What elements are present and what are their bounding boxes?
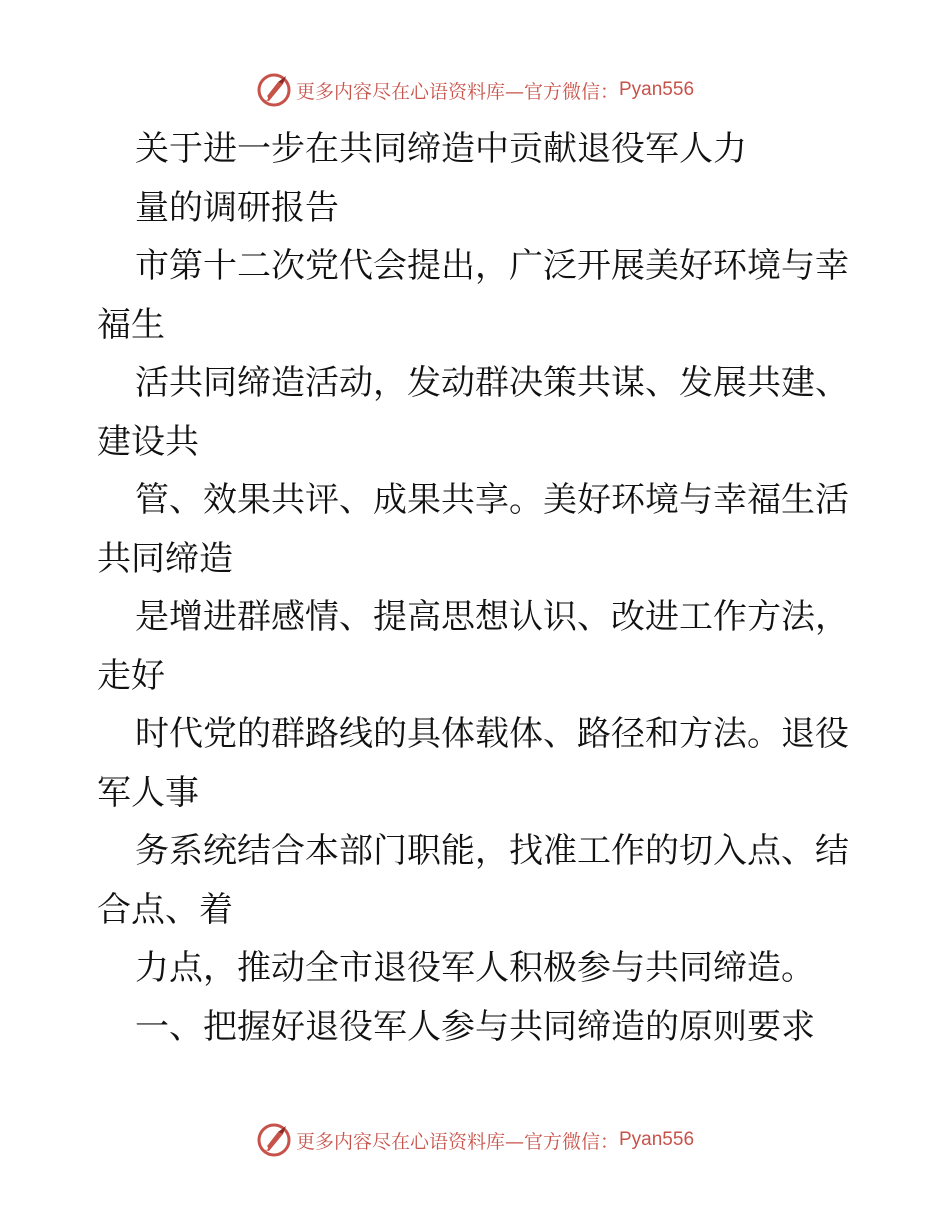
paragraph-line: 市第十二次党代会提出，广泛开展美好环境与幸 [135,246,849,286]
paragraph-line: 福生 [97,304,165,345]
paragraph-line: 建设共 [97,421,199,462]
banner-text: 更多内容尽在心语资料库—官方微信： [295,1130,619,1153]
paragraph-line: 活共同缔造活动，发动群决策共谋、发展共建、 [135,363,849,403]
quill-pen-logo-icon [256,72,292,108]
paragraph-line: 管、效果共评、成果共享。美好环境与幸福生活 [135,480,849,520]
quill-pen-logo-icon [256,1122,292,1158]
paragraph-line: 合点、着 [97,889,233,930]
paragraph-line: 军人事 [97,772,199,813]
footer-banner [0,1120,950,1160]
paragraph-line: 量的调研报告 [135,187,339,228]
paragraph-line: 走好 [97,655,165,696]
paragraph-line: 共同缔造 [97,538,233,579]
wechat-id: Pyan556 [619,1129,695,1150]
document-body [97,120,857,1056]
wechat-id: Pyan556 [619,79,695,100]
header-banner [0,70,950,110]
paragraph-line: 关于进一步在共同缔造中贡献退役军人力 [135,129,747,169]
paragraph-line: 时代党的群路线的具体载体、路径和方法。退役 [135,714,849,754]
paragraph-line: 力点，推动全市退役军人积极参与共同缔造。 [135,948,815,988]
banner-text: 更多内容尽在心语资料库—官方微信： [295,80,619,103]
paragraph-line: 是增进群感情、提高思想认识、改进工作方法， [135,597,849,637]
paragraph-line: 务系统结合本部门职能，找准工作的切入点、结 [135,831,849,871]
paragraph-line: 一、把握好退役军人参与共同缔造的原则要求 [135,1006,815,1047]
